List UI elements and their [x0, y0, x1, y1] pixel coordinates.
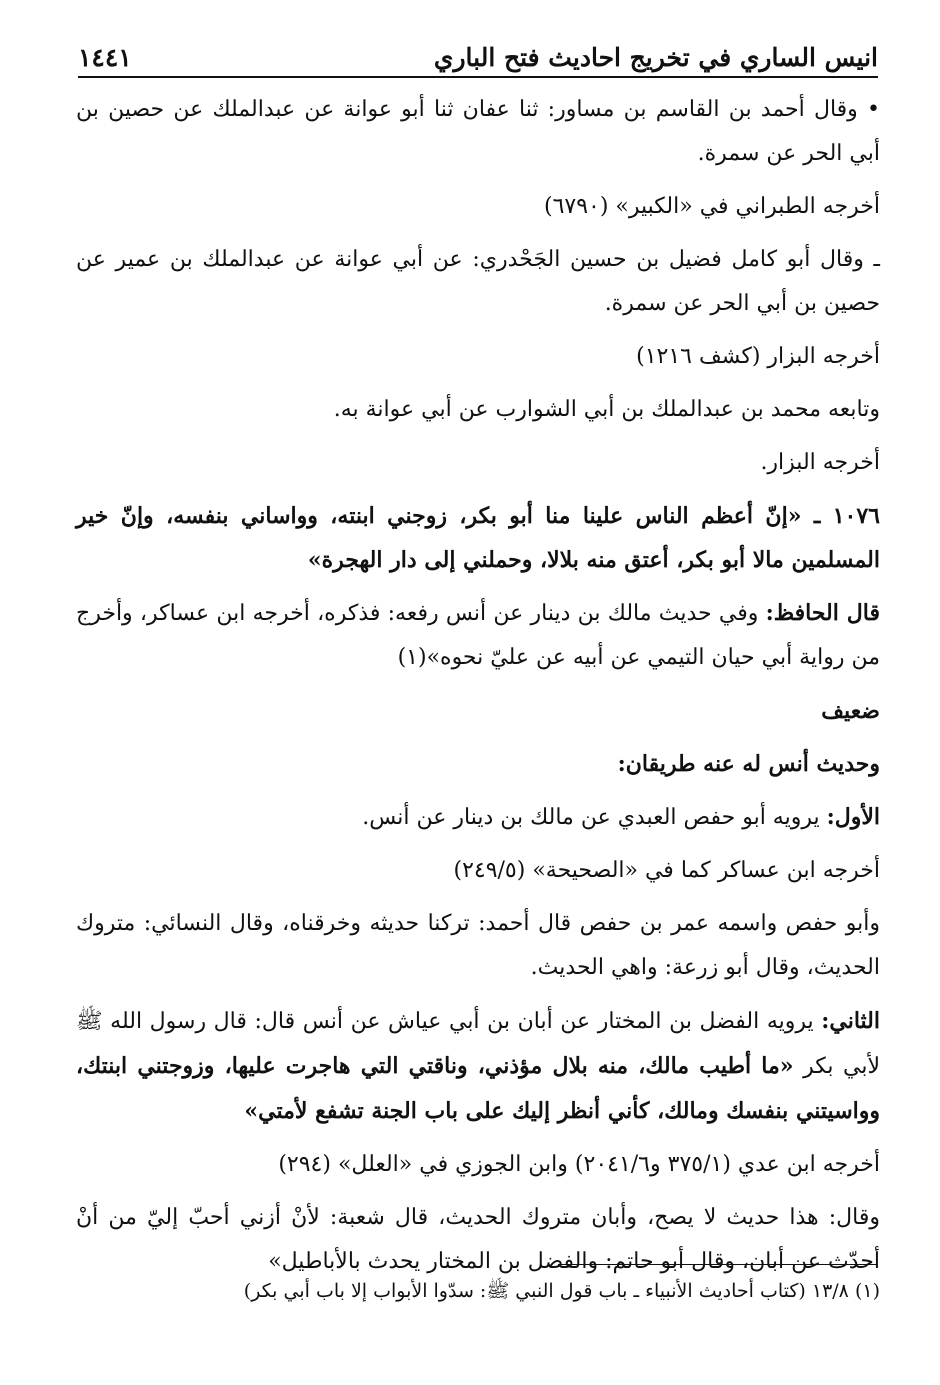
- second-path-source: أخرجه ابن عدي (٣٧٥/١ و٢٠٤١/٦) وابن الجوزي في «العلل» (٢٩٤): [278, 1152, 880, 1177]
- paragraph-ahmad-chain: • وقال أحمد بن القاسم بن مساور: ثنا عفان ثنا أبو عوانة عن عبدالملك عن حصين بن أبي الحر عن سمرة.: [76, 97, 880, 166]
- hafiz-paragraph: [76, 591, 880, 680]
- hadith-text: ١٠٧٦ ـ «إنّ أعظم الناس علينا منا أبو بكر، زوجني ابنته، وواساني بنفسه، وإنّ خير المسلمين مالا أبو بكر، أعتق منه بلالا، وحملني إلى دار الهجرة»: [76, 503, 880, 573]
- paragraph-abu-kamil-chain: ـ وقال أبو كامل فضيل بن حسين الجَحْدري: عن أبي عوانة عن عبدالملك بن عمير عن حصين بن أبي الحر عن سمرة.: [76, 247, 880, 316]
- first-path-comment: وأبو حفص واسمه عمر بن حفص قال أحمد: تركنا حديثه وخرقناه، وقال النسائي: متروك الحديث، وقال أبو زرعة: واهي الحديث.: [76, 911, 880, 980]
- page-body: [76, 88, 880, 1293]
- hadith-grade: ضعيف: [821, 698, 880, 724]
- paragraph-bazzar-source: أخرجه البزار (كشف ١٢١٦): [636, 344, 880, 369]
- second-path-comment: وقال: هذا حديث لا يصح، وأبان متروك الحديث، قال شعبة: لأنْ أزني أحبّ إليّ من أنْ أحدّث عن أبان، وقال أبو حاتم: والفضل بن المختار يحدث بالأباطيل»: [76, 1205, 880, 1274]
- book-title: انيس الساري في تخريج احاديث فتح الباري: [433, 43, 878, 72]
- hafiz-label: قال الحافظ:: [765, 600, 880, 626]
- hafiz-text: وفي حديث مالك بن دينار عن أنس رفعه: فذكره، أخرجه ابن عساكر، وأخرج من رواية أبي حيان التيمي عن أبيه عن عليّ نحوه»(١): [76, 601, 880, 670]
- first-path-source: أخرجه ابن عساكر كما في «الصحيحة» (٢٤٩/٥): [453, 858, 880, 883]
- paragraph-mutaba: وتابعه محمد بن عبدالملك بن أبي الشوارب عن أبي عوانة به.: [333, 397, 880, 422]
- first-path-text: يرويه أبو حفص العبدي عن مالك بن دينار عن أنس.: [362, 805, 827, 830]
- paragraph-bazzar-source-2: أخرجه البزار.: [760, 450, 880, 475]
- page-number: ١٤٤١: [78, 43, 132, 72]
- first-path-label: الأول:: [826, 804, 880, 830]
- footnote: (١) ١٣/٨ (كتاب أحاديث الأنبياء ـ باب قول النبي ﷺ: سدّوا الأبواب إلا باب أبي بكر): [243, 1280, 880, 1302]
- running-header: [78, 36, 878, 72]
- header-divider: [78, 76, 878, 78]
- footnote-divider: [558, 1264, 878, 1265]
- paragraph-tabarani-source: أخرجه الطبراني في «الكبير» (٦٧٩٠): [543, 194, 880, 219]
- second-path-quote: «ما أطيب مالك، منه بلال مؤذني، وناقتي التي هاجرت عليها، وزوجتني ابنتك، وواسيتني بنفسك ومالك، كأني أنظر إليك على باب الجنة تشفع لأمتي»: [76, 1053, 880, 1124]
- second-path-label: الثاني:: [821, 1008, 880, 1034]
- second-path: [76, 999, 880, 1134]
- first-path: [76, 795, 880, 840]
- paths-heading: وحديث أنس له عنه طريقان:: [617, 751, 880, 777]
- second-path-text: يرويه الفضل بن المختار عن أبان بن أبي عياش عن أنس قال: قال رسول الله ﷺ لأبي بكر: [76, 1009, 881, 1079]
